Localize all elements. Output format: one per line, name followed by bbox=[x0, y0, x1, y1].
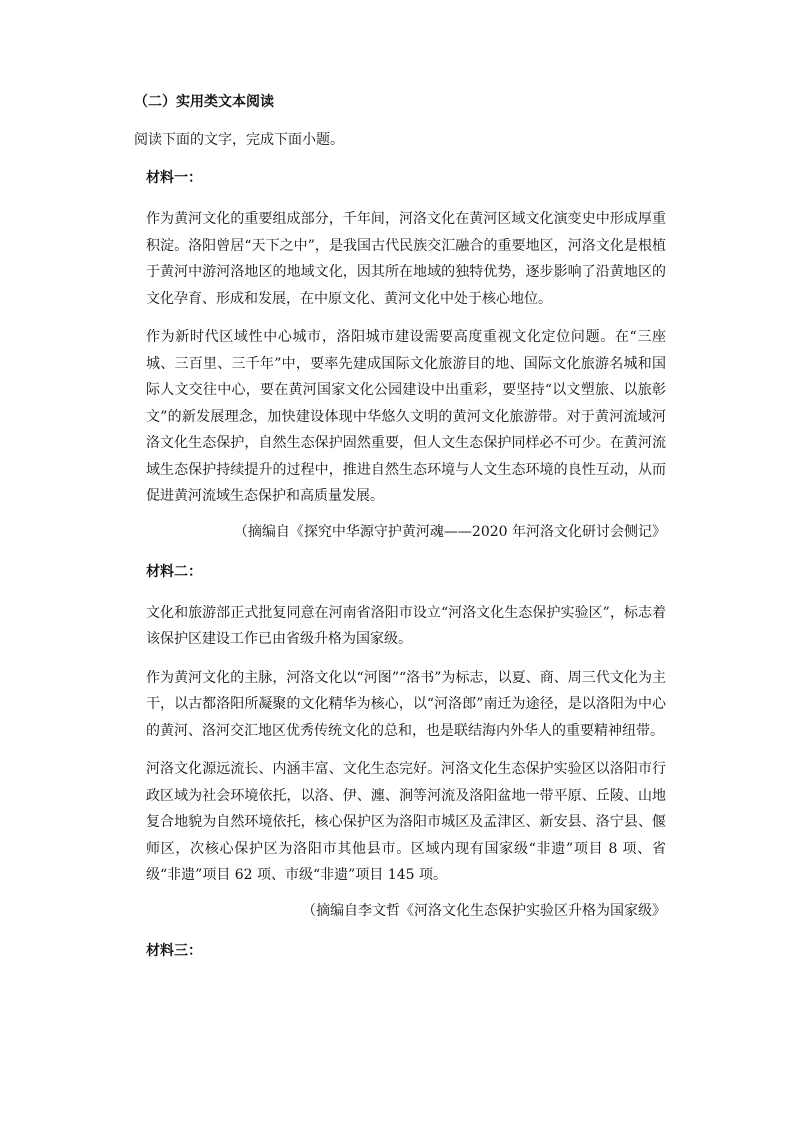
material-1-source: （摘编自《探究中华源守护黄河魂——2020 年河洛文化研讨会侧记》 bbox=[233, 523, 666, 540]
material-2-paragraph-3 bbox=[146, 756, 666, 889]
material-2-label: 材料二： bbox=[146, 563, 202, 580]
material-2-paragraph-3-text: 河洛文化源远流长、内涵丰富、文化生态完好。河洛文化生态保护实验区以洛阳市行政区域为社会环境依托，以洛、伊、瀍、涧等河流及洛阳盆地一带平原、丘陵、山地复合地貌为自然环境依托，核心保护区为洛阳市城区及孟津区、新安县、洛宁县、偃师区，次核心保护区为洛阳市其他县市。区域内现有国家级“非遗”项目 8 项、省级“非遗”项目 62 项、市级“非遗”项目 145 项。 bbox=[146, 761, 666, 883]
material-2-source: （摘编自李文哲《河洛文化生态保护实验区升格为国家级》 bbox=[302, 902, 666, 919]
material-1-paragraph-1-text: 作为黄河文化的重要组成部分，千年间，河洛文化在黄河区域文化演变史中形成厚重积淀。洛阳曾居“天下之中”，是我国古代民族交汇融合的重要地区，河洛文化是根植于黄河中游河洛地区的地域文化，因其所在地域的独特优势，逐步影响了沿黄地区的文化孕育、形成和发展，在中原文化、黄河文化中处于核心地位。 bbox=[146, 211, 666, 307]
document-page bbox=[134, 92, 666, 979]
material-2-paragraph-2-text: 作为黄河文化的主脉，河洛文化以“河图”“洛书”为标志，以夏、商、周三代文化为主干，以古都洛阳所凝聚的文化精华为核心，以“河洛郎”南迁为途径，是以洛阳为中心的黄河、洛河交汇地区优秀传统文化的总和，也是联结海内外华人的重要精神纽带。 bbox=[146, 669, 666, 739]
section-title: （二）实用类文本阅读 bbox=[134, 94, 274, 110]
material-3 bbox=[146, 941, 666, 961]
material-2-paragraph-1 bbox=[146, 600, 666, 653]
section-header bbox=[134, 92, 666, 150]
material-1-paragraph-2 bbox=[146, 324, 666, 510]
material-1-label: 材料一： bbox=[146, 170, 202, 186]
material-3-label: 材料三： bbox=[146, 942, 202, 959]
material-2 bbox=[146, 562, 666, 921]
material-2-paragraph-2 bbox=[146, 665, 666, 745]
material-1 bbox=[146, 168, 666, 542]
material-2-paragraph-1-text: 文化和旅游部正式批复同意在河南省洛阳市设立“河洛文化生态保护实验区”，标志着该保护区建设工作已由省级升格为国家级。 bbox=[146, 604, 666, 647]
instructions: 阅读下面的文字，完成下面小题。 bbox=[134, 132, 344, 148]
material-1-paragraph-2-text: 作为新时代区域性中心城市，洛阳城市建设需要高度重视文化定位问题。在“三座城、三百里、三千年”中，要率先建成国际文化旅游目的地、国际文化旅游名城和国际人文交往中心，要在黄河国家文化公园建设中出重彩，要坚持“以文塑旅、以旅彰文”的新发展理念，加快建设体现中华悠久文明的黄河文化旅游带。对于黄河流域河洛文化生态保护，自然生态保护固然重要，但人文生态保护同样必不可少。在黄河流域生态保护持续提升的过程中，推进自然生态环境与人文生态环境的良性互动，从而促进黄河流域生态保护和高质量发展。 bbox=[146, 329, 666, 504]
material-1-paragraph-1 bbox=[146, 206, 666, 312]
